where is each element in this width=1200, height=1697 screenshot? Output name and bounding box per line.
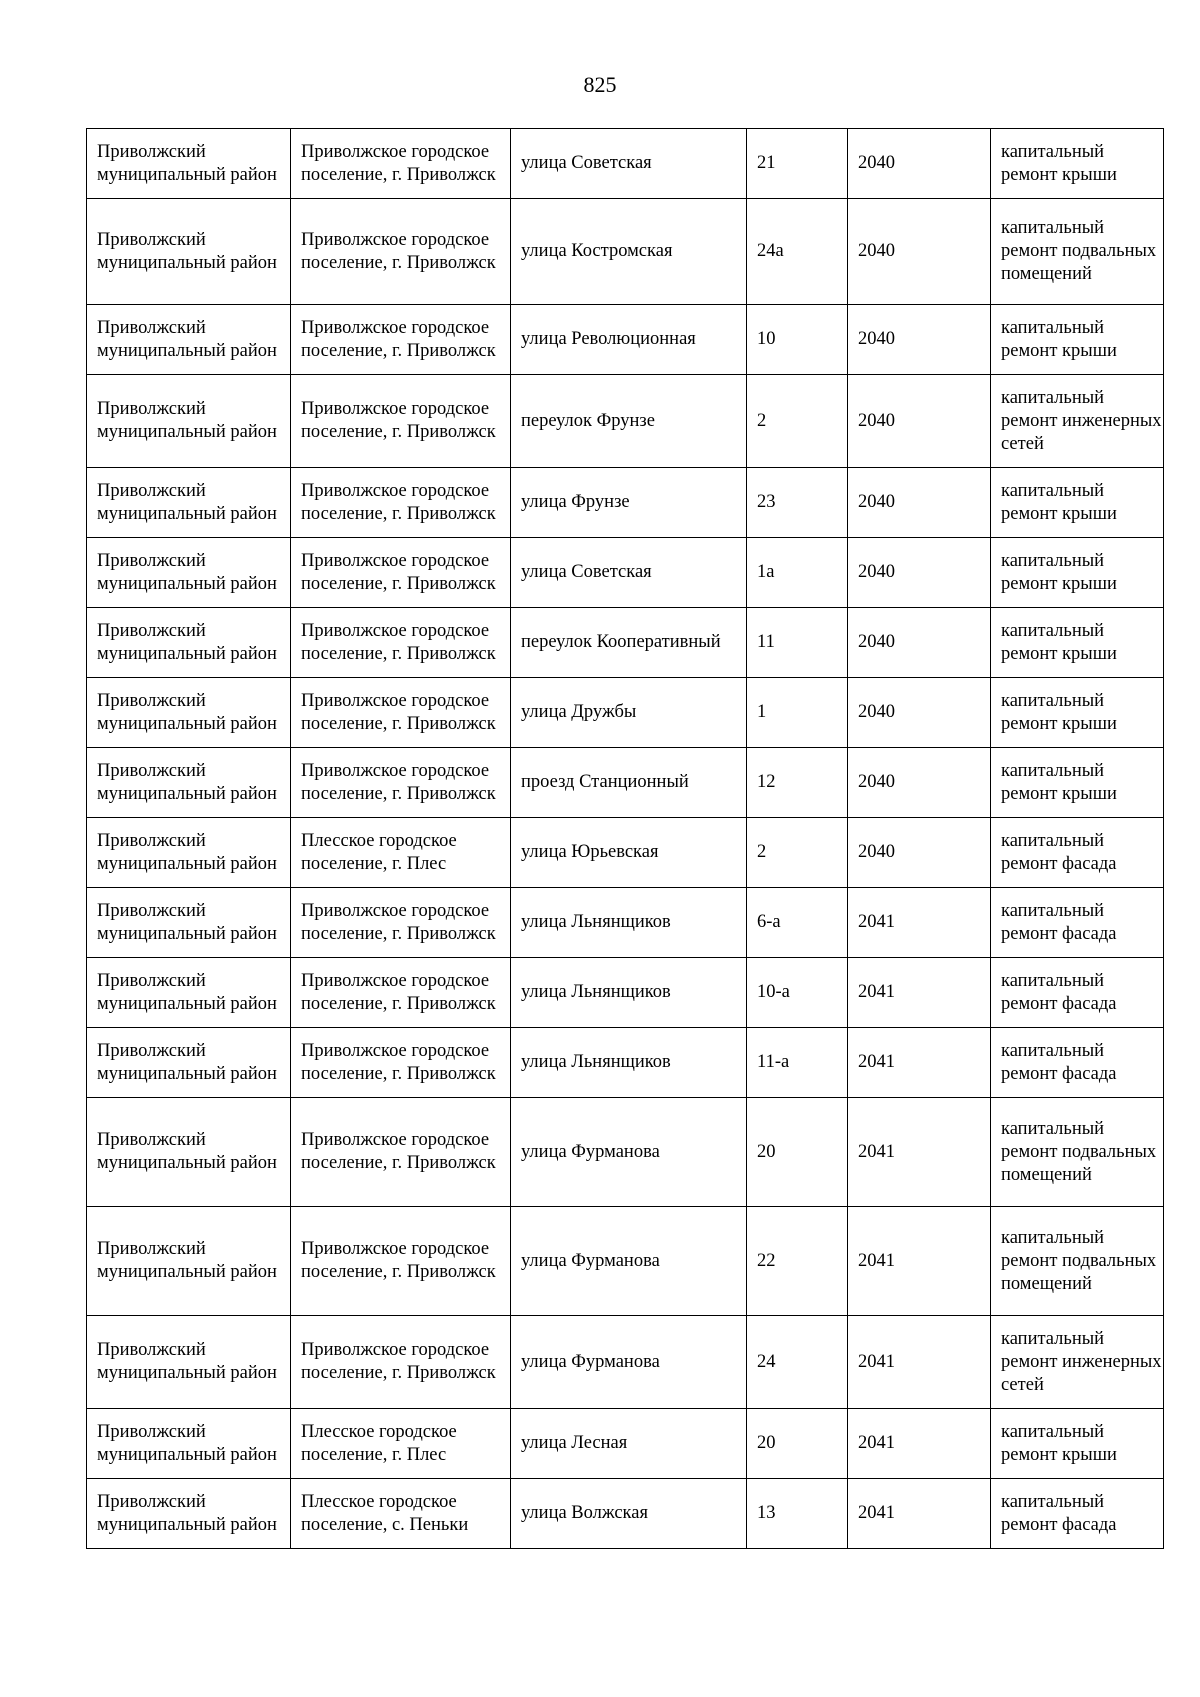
district-cell: Приволжский муниципальный район [87,1479,291,1549]
work-type-cell: капитальный ремонт подвальных помещений [991,199,1164,305]
table-row [87,1028,1164,1098]
house-number-cell: 13 [747,1479,848,1549]
year-cell: 2041 [848,1207,991,1316]
work-type-cell: капитальный ремонт крыши [991,678,1164,748]
year-cell: 2040 [848,538,991,608]
work-type-cell: капитальный ремонт крыши [991,538,1164,608]
year-cell: 2041 [848,1409,991,1479]
street-cell: улица Лесная [511,1409,747,1479]
district-cell: Приволжский муниципальный район [87,129,291,199]
year-cell: 2040 [848,818,991,888]
work-type-cell: капитальный ремонт фасада [991,1028,1164,1098]
house-number-cell: 20 [747,1409,848,1479]
work-type-cell: капитальный ремонт крыши [991,129,1164,199]
district-cell: Приволжский муниципальный район [87,538,291,608]
street-cell: улица Фрунзе [511,468,747,538]
street-cell: улица Льнянщиков [511,958,747,1028]
year-cell: 2040 [848,468,991,538]
work-type-cell: капитальный ремонт крыши [991,305,1164,375]
settlement-cell: Приволжское городское поселение, г. Приволжск [291,538,511,608]
year-cell: 2041 [848,888,991,958]
house-number-cell: 1 [747,678,848,748]
year-cell: 2040 [848,305,991,375]
work-type-cell: капитальный ремонт крыши [991,608,1164,678]
settlement-cell: Приволжское городское поселение, г. Приволжск [291,958,511,1028]
page-number: 825 [583,72,617,97]
work-type-cell: капитальный ремонт фасада [991,1479,1164,1549]
district-cell: Приволжский муниципальный район [87,748,291,818]
street-cell: улица Костромская [511,199,747,305]
district-cell: Приволжский муниципальный район [87,375,291,468]
work-type-cell: капитальный ремонт фасада [991,818,1164,888]
settlement-cell: Плесское городское поселение, с. Пеньки [291,1479,511,1549]
work-type-cell: капитальный ремонт инженерных сетей [991,375,1164,468]
district-cell: Приволжский муниципальный район [87,1316,291,1409]
table-row [87,1316,1164,1409]
street-cell: улица Фурманова [511,1316,747,1409]
year-cell: 2040 [848,748,991,818]
year-cell: 2041 [848,1098,991,1207]
table-row [87,888,1164,958]
district-cell: Приволжский муниципальный район [87,468,291,538]
district-cell: Приволжский муниципальный район [87,608,291,678]
table-row [87,678,1164,748]
district-cell: Приволжский муниципальный район [87,818,291,888]
house-number-cell: 2 [747,818,848,888]
street-cell: улица Льнянщиков [511,1028,747,1098]
house-number-cell: 22 [747,1207,848,1316]
house-number-cell: 2 [747,375,848,468]
table-row [87,1098,1164,1207]
table-row [87,958,1164,1028]
house-number-cell: 24а [747,199,848,305]
settlement-cell: Приволжское городское поселение, г. Приволжск [291,888,511,958]
work-type-cell: капитальный ремонт крыши [991,468,1164,538]
street-cell: улица Фурманова [511,1098,747,1207]
work-type-cell: капитальный ремонт фасада [991,888,1164,958]
settlement-cell: Приволжское городское поселение, г. Приволжск [291,1207,511,1316]
table-row [87,129,1164,199]
street-cell: улица Льнянщиков [511,888,747,958]
year-cell: 2040 [848,375,991,468]
house-number-cell: 24 [747,1316,848,1409]
house-number-cell: 12 [747,748,848,818]
repair-schedule-table [86,128,1164,1549]
district-cell: Приволжский муниципальный район [87,1098,291,1207]
street-cell: переулок Кооперативный [511,608,747,678]
house-number-cell: 20 [747,1098,848,1207]
settlement-cell: Приволжское городское поселение, г. Приволжск [291,1028,511,1098]
settlement-cell: Приволжское городское поселение, г. Приволжск [291,748,511,818]
work-type-cell: капитальный ремонт крыши [991,1409,1164,1479]
settlement-cell: Приволжское городское поселение, г. Приволжск [291,608,511,678]
street-cell: улица Советская [511,129,747,199]
year-cell: 2040 [848,199,991,305]
house-number-cell: 6-а [747,888,848,958]
district-cell: Приволжский муниципальный район [87,678,291,748]
settlement-cell: Приволжское городское поселение, г. Приволжск [291,1316,511,1409]
year-cell: 2041 [848,958,991,1028]
table-row [87,305,1164,375]
district-cell: Приволжский муниципальный район [87,1409,291,1479]
street-cell: улица Дружбы [511,678,747,748]
year-cell: 2041 [848,1028,991,1098]
settlement-cell: Приволжское городское поселение, г. Приволжск [291,678,511,748]
house-number-cell: 10-а [747,958,848,1028]
settlement-cell: Приволжское городское поселение, г. Приволжск [291,468,511,538]
table-row [87,748,1164,818]
settlement-cell: Плесское городское поселение, г. Плес [291,818,511,888]
district-cell: Приволжский муниципальный район [87,1207,291,1316]
house-number-cell: 11 [747,608,848,678]
district-cell: Приволжский муниципальный район [87,1028,291,1098]
street-cell: проезд Станционный [511,748,747,818]
street-cell: переулок Фрунзе [511,375,747,468]
street-cell: улица Революционная [511,305,747,375]
settlement-cell: Приволжское городское поселение, г. Приволжск [291,305,511,375]
street-cell: улица Юрьевская [511,818,747,888]
district-cell: Приволжский муниципальный район [87,888,291,958]
settlement-cell: Приволжское городское поселение, г. Приволжск [291,375,511,468]
settlement-cell: Приволжское городское поселение, г. Приволжск [291,1098,511,1207]
table-row [87,1409,1164,1479]
work-type-cell: капитальный ремонт крыши [991,748,1164,818]
table-row [87,818,1164,888]
table-row [87,468,1164,538]
house-number-cell: 1а [747,538,848,608]
settlement-cell: Приволжское городское поселение, г. Приволжск [291,199,511,305]
year-cell: 2040 [848,129,991,199]
house-number-cell: 21 [747,129,848,199]
street-cell: улица Советская [511,538,747,608]
street-cell: улица Волжская [511,1479,747,1549]
table-row [87,375,1164,468]
settlement-cell: Приволжское городское поселение, г. Приволжск [291,129,511,199]
table-row [87,1479,1164,1549]
year-cell: 2041 [848,1479,991,1549]
district-cell: Приволжский муниципальный район [87,305,291,375]
work-type-cell: капитальный ремонт инженерных сетей [991,1316,1164,1409]
street-cell: улица Фурманова [511,1207,747,1316]
house-number-cell: 11-а [747,1028,848,1098]
year-cell: 2040 [848,678,991,748]
table-row [87,538,1164,608]
district-cell: Приволжский муниципальный район [87,199,291,305]
work-type-cell: капитальный ремонт фасада [991,958,1164,1028]
work-type-cell: капитальный ремонт подвальных помещений [991,1098,1164,1207]
house-number-cell: 10 [747,305,848,375]
house-number-cell: 23 [747,468,848,538]
year-cell: 2041 [848,1316,991,1409]
work-type-cell: капитальный ремонт подвальных помещений [991,1207,1164,1316]
table-row [87,199,1164,305]
district-cell: Приволжский муниципальный район [87,958,291,1028]
table-row [87,608,1164,678]
table-row [87,1207,1164,1316]
settlement-cell: Плесское городское поселение, г. Плес [291,1409,511,1479]
year-cell: 2040 [848,608,991,678]
